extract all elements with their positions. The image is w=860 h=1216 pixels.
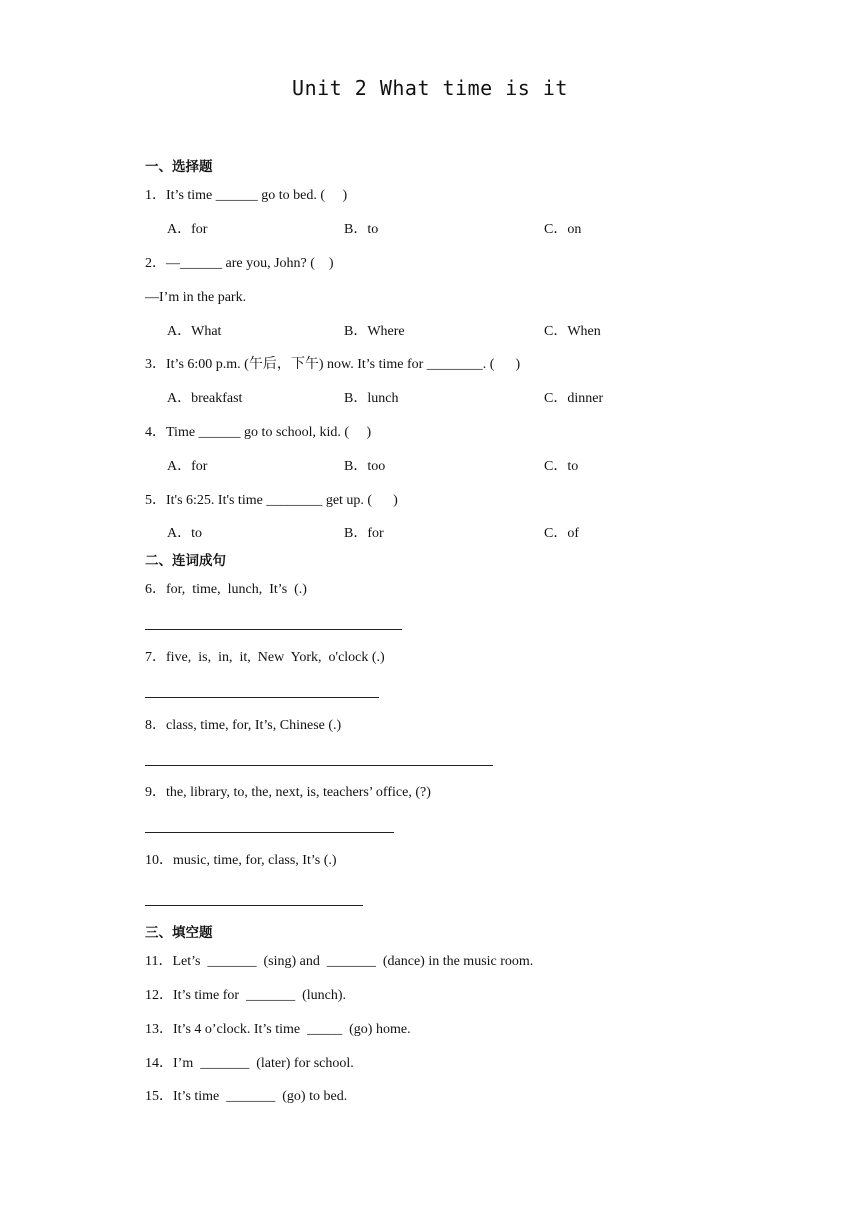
section-heading-multiple-choice: 一、选择题	[145, 159, 213, 175]
question-2-stem: 2．—______ are you, John? ( )	[145, 256, 334, 271]
question-5-option-c: C．of	[544, 526, 579, 541]
question-5-option-a: A．to	[167, 526, 202, 541]
question-7-words: 7．five, is, in, it, New York, o'clock (.)	[145, 650, 385, 665]
question-10-answer-line	[145, 905, 363, 906]
question-1-stem: 1．It’s time ______ go to bed. ( )	[145, 188, 348, 203]
question-6-words: 6．for, time, lunch, It’s (.)	[145, 582, 307, 597]
question-8-words: 8．class, time, for, It’s, Chinese (.)	[145, 718, 342, 733]
question-4-option-a: A．for	[167, 459, 208, 474]
question-10-words: 10．music, time, for, class, It’s (.)	[145, 853, 337, 868]
question-3-option-c: C．dinner	[544, 391, 604, 406]
question-5-option-b: B．for	[344, 526, 384, 541]
question-6-answer-line	[145, 629, 402, 630]
question-12: 12．It’s time for _______ (lunch).	[145, 988, 347, 1003]
section-heading-fill-in: 三、填空题	[145, 925, 213, 941]
question-8-answer-line	[145, 765, 493, 766]
question-1-option-c: C．on	[544, 222, 582, 237]
page-title: Unit 2 What time is it	[292, 76, 568, 100]
question-4-option-b: B．too	[344, 459, 386, 474]
question-5-stem: 5．It's 6:25. It's time ________ get up. ( )	[145, 493, 398, 508]
question-2-option-c: C．When	[544, 324, 601, 339]
section-heading-sentence-ordering: 二、连词成句	[145, 553, 226, 569]
question-15: 15．It’s time _______ (go) to bed.	[145, 1089, 348, 1104]
question-3-stem: 3．It’s 6:00 p.m. (午后，下午) now. It’s time for ________. ( )	[145, 357, 521, 372]
question-3-option-b: B．lunch	[344, 391, 399, 406]
question-3-option-a: A．breakfast	[167, 391, 243, 406]
question-7-answer-line	[145, 697, 379, 698]
question-14: 14．I’m _______ (later) for school.	[145, 1056, 354, 1071]
question-2-dialog-line: —I’m in the park.	[145, 290, 247, 305]
question-2-option-a: A．What	[167, 324, 222, 339]
question-1-option-a: A．for	[167, 222, 208, 237]
question-4-option-c: C．to	[544, 459, 579, 474]
question-9-words: 9．the, library, to, the, next, is, teachers’ office, (?)	[145, 785, 431, 800]
question-2-option-b: B．Where	[344, 324, 405, 339]
question-11: 11．Let’s _______ (sing) and _______ (dance) in the music room.	[145, 954, 534, 969]
question-4-stem: 4．Time ______ go to school, kid. ( )	[145, 425, 372, 440]
question-13: 13．It’s 4 o’clock. It’s time _____ (go) home.	[145, 1022, 411, 1037]
question-9-answer-line	[145, 832, 394, 833]
question-1-option-b: B．to	[344, 222, 379, 237]
